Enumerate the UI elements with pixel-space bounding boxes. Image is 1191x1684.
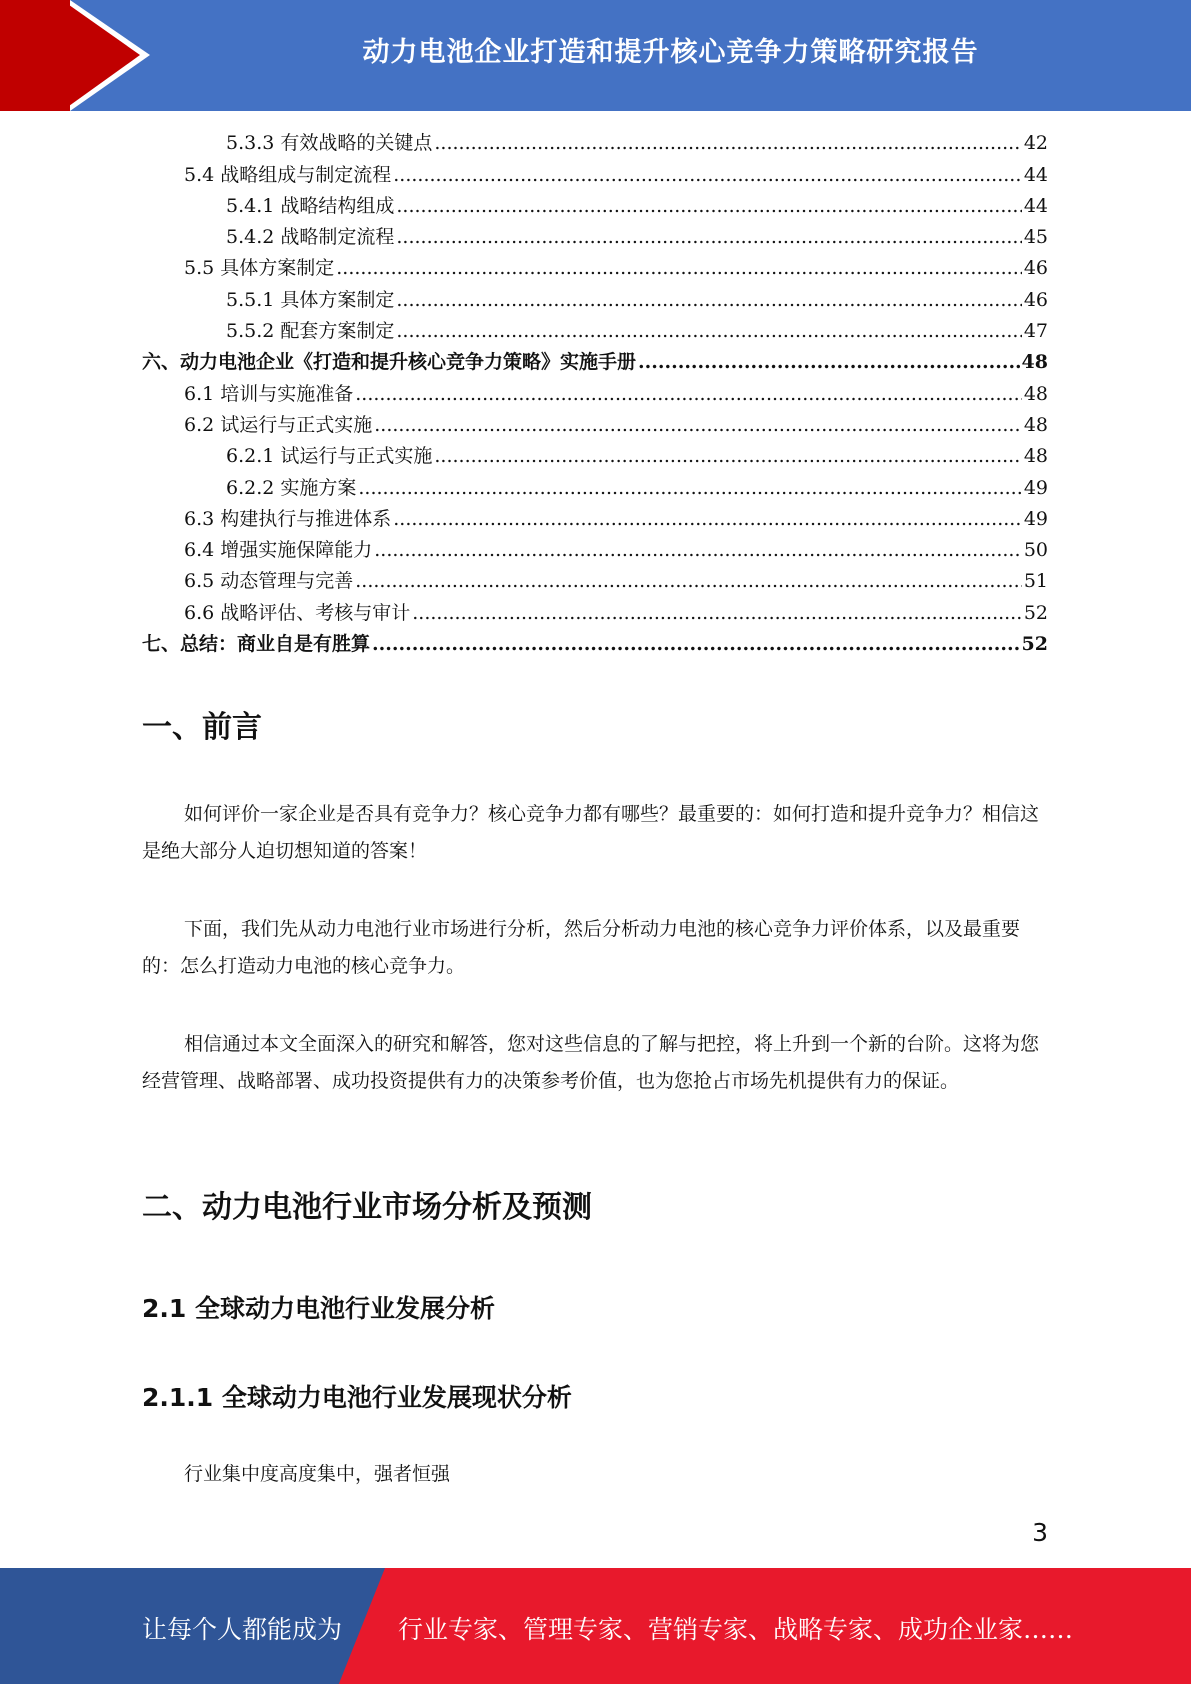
- toc-entry-page: 49: [1023, 507, 1048, 530]
- toc-entry-label: 5.5.1 具体方案制定: [226, 288, 395, 311]
- toc-entry-label: 6.2 试运行与正式实施: [184, 413, 373, 436]
- market-heading: 二、动力电池行业市场分析及预测: [142, 1190, 592, 1225]
- toc-entry-page: 46: [1023, 257, 1048, 280]
- toc-entry[interactable]: [142, 347, 1048, 378]
- toc-entry[interactable]: [142, 284, 1048, 315]
- toc-entry-page: 48: [1021, 351, 1048, 374]
- toc-entry[interactable]: [142, 222, 1048, 253]
- toc-entry-page: 46: [1023, 288, 1048, 311]
- status-paragraph: 行业集中度高度集中，强者恒强: [184, 1463, 451, 1485]
- footer-slogan-right: 行业专家、管理专家、营销专家、战略专家、成功企业家……: [398, 1615, 1074, 1644]
- toc-leader-dots: [336, 253, 1022, 284]
- toc-entry[interactable]: [142, 378, 1048, 409]
- report-title: 动力电池企业打造和提升核心竞争力策略研究报告: [362, 37, 979, 68]
- toc-entry-label: 6.5 动态管理与完善: [184, 570, 354, 593]
- toc-leader-dots: [355, 566, 1022, 597]
- toc-leader-dots: [374, 535, 1022, 566]
- toc-entry-label: 6.2.2 实施方案: [226, 476, 357, 499]
- toc-entry[interactable]: [142, 159, 1048, 190]
- toc-entry[interactable]: [142, 472, 1048, 503]
- toc-entry-page: 48: [1023, 413, 1048, 436]
- toc-entry-label: 5.3.3 有效战略的关键点: [226, 132, 433, 155]
- toc-leader-dots: [358, 473, 1021, 504]
- page-number: 3: [1032, 1518, 1048, 1547]
- toc-entry[interactable]: [142, 629, 1048, 660]
- preface-paragraph-2: 下面，我们先从动力电池行业市场进行分析，然后分析动力电池的核心竞争力评价体系，以及最重要的：怎么打造动力电池的核心竞争力。: [142, 918, 1021, 977]
- toc-leader-dots: [372, 629, 1020, 660]
- toc-leader-dots: [396, 285, 1021, 316]
- toc-entry-page: 50: [1023, 539, 1048, 562]
- header-red-block: [0, 0, 70, 111]
- toc-entry-label: 5.5 具体方案制定: [184, 257, 335, 280]
- toc-entry[interactable]: [142, 504, 1048, 535]
- toc-entry-page: 48: [1023, 382, 1048, 405]
- toc-entry-page: 42: [1023, 132, 1048, 155]
- toc-entry-page: 47: [1023, 320, 1048, 343]
- toc-entry-label: 6.1 培训与实施准备: [184, 382, 354, 405]
- toc-entry[interactable]: [142, 316, 1048, 347]
- header-red-chevron: [62, 0, 140, 111]
- toc-leader-dots: [374, 410, 1022, 441]
- toc-entry-label: 5.4.1 战略结构组成: [226, 194, 395, 217]
- toc-leader-dots: [396, 222, 1021, 253]
- toc-leader-dots: [412, 598, 1022, 629]
- toc-entry-label: 5.5.2 配套方案制定: [226, 320, 395, 343]
- toc-entry[interactable]: [142, 410, 1048, 441]
- toc-leader-dots: [396, 316, 1021, 347]
- preface-heading: 一、前言: [142, 710, 262, 745]
- toc-leader-dots: [393, 160, 1022, 191]
- toc-entry[interactable]: [142, 191, 1048, 222]
- footer-slogan-left: 让每个人都能成为: [142, 1615, 343, 1644]
- preface-paragraph-3: 相信通过本文全面深入的研究和解答，您对这些信息的了解与把控，将上升到一个新的台阶。这将为您经营管理、战略部署、成功投资提供有力的决策参考价值，也为您抢占市场先机提供有力的保证。: [142, 1033, 1040, 1092]
- toc-entry-label: 6.6 战略评估、考核与审计: [184, 601, 411, 624]
- toc-entry-label: 七、总结：商业自是有胜算: [142, 633, 371, 656]
- toc-entry-label: 5.4 战略组成与制定流程: [184, 163, 392, 186]
- toc-leader-dots: [393, 504, 1022, 535]
- status-heading: 2.1.1 全球动力电池行业发展现状分析: [142, 1383, 572, 1412]
- toc-leader-dots: [434, 441, 1021, 472]
- toc-entry-label: 6.2.1 试运行与正式实施: [226, 445, 433, 468]
- page-footer: [0, 1568, 1191, 1684]
- toc-entry-label: 6.4 增强实施保障能力: [184, 539, 373, 562]
- toc-leader-dots: [434, 128, 1021, 159]
- toc-entry-page: 45: [1023, 226, 1048, 249]
- toc-entry-page: 49: [1023, 476, 1048, 499]
- toc-leader-dots: [355, 379, 1022, 410]
- toc-entry-page: 51: [1023, 570, 1048, 593]
- toc-entry-page: 52: [1021, 633, 1048, 656]
- preface-paragraph-1: 如何评价一家企业是否具有竞争力？核心竞争力都有哪些？最重要的：如何打造和提升竞争力？相信这是绝大部分人迫切想知道的答案！: [142, 803, 1040, 862]
- toc-entry[interactable]: [142, 128, 1048, 159]
- toc-entry-page: 44: [1023, 194, 1048, 217]
- toc-entry-label: 5.4.2 战略制定流程: [226, 226, 395, 249]
- toc-entry[interactable]: [142, 253, 1048, 284]
- table-of-contents: [142, 128, 1048, 660]
- toc-entry[interactable]: [142, 566, 1048, 597]
- toc-entry[interactable]: [142, 535, 1048, 566]
- toc-entry-page: 52: [1023, 601, 1048, 624]
- toc-entry[interactable]: [142, 597, 1048, 628]
- toc-entry-label: 六、动力电池企业《打造和提升核心竞争力策略》实施手册: [142, 351, 637, 374]
- page-header: [0, 0, 1191, 111]
- toc-entry-page: 44: [1023, 163, 1048, 186]
- global-heading: 2.1 全球动力电池行业发展分析: [142, 1294, 495, 1323]
- toc-entry[interactable]: [142, 441, 1048, 472]
- toc-leader-dots: [638, 347, 1020, 378]
- toc-leader-dots: [396, 191, 1021, 222]
- toc-entry-label: 6.3 构建执行与推进体系: [184, 507, 392, 530]
- toc-entry-page: 48: [1023, 445, 1048, 468]
